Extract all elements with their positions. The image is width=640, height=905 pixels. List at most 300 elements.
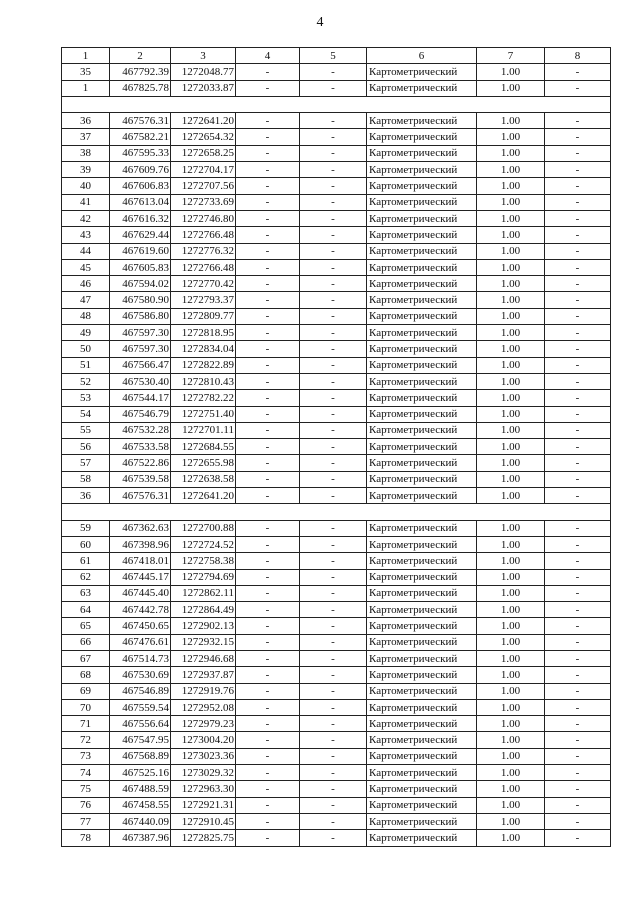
table-cell-col-6: Картометрический xyxy=(367,455,477,471)
table-cell-col-2: 467418.01 xyxy=(110,553,171,569)
table-row xyxy=(62,194,611,210)
table-row xyxy=(62,455,611,471)
table-cell-col-3: 1272766.48 xyxy=(171,259,236,275)
table-cell-col-1: 37 xyxy=(62,129,110,145)
table-cell-col-2: 467450.65 xyxy=(110,618,171,634)
table-cell-col-8: - xyxy=(545,308,611,324)
table-cell-col-1: 50 xyxy=(62,341,110,357)
table-cell-col-6: Картометрический xyxy=(367,64,477,80)
table-cell-col-8: - xyxy=(545,129,611,145)
column-header-2: 2 xyxy=(110,48,171,64)
table-cell-col-6: Картометрический xyxy=(367,390,477,406)
table-cell-col-3: 1272776.32 xyxy=(171,243,236,259)
table-cell-col-1: 60 xyxy=(62,536,110,552)
table-cell-col-5: - xyxy=(300,243,367,259)
table-cell-col-5: - xyxy=(300,471,367,487)
table-cell-col-7: 1.00 xyxy=(477,325,545,341)
table-cell-col-2: 467476.61 xyxy=(110,634,171,650)
table-cell-col-1: 75 xyxy=(62,781,110,797)
table-cell-col-5: - xyxy=(300,699,367,715)
table-cell-col-1: 54 xyxy=(62,406,110,422)
table-cell-col-6: Картометрический xyxy=(367,602,477,618)
table-cell-col-2: 467559.54 xyxy=(110,699,171,715)
table-cell-col-3: 1272902.13 xyxy=(171,618,236,634)
table-row xyxy=(62,406,611,422)
table-cell-col-5: - xyxy=(300,520,367,536)
table-cell-col-3: 1272793.37 xyxy=(171,292,236,308)
table-cell-col-6: Картометрический xyxy=(367,471,477,487)
separator-cell xyxy=(62,504,611,520)
table-cell-col-8: - xyxy=(545,292,611,308)
table-cell-col-3: 1272809.77 xyxy=(171,308,236,324)
table-row xyxy=(62,520,611,536)
table-row xyxy=(62,259,611,275)
table-cell-col-4: - xyxy=(236,455,300,471)
table-cell-col-4: - xyxy=(236,781,300,797)
table-cell-col-3: 1272048.77 xyxy=(171,64,236,80)
table-cell-col-7: 1.00 xyxy=(477,765,545,781)
table-row xyxy=(62,553,611,569)
table-cell-col-6: Картометрический xyxy=(367,683,477,699)
table-cell-col-1: 43 xyxy=(62,227,110,243)
table-cell-col-6: Картометрический xyxy=(367,650,477,666)
table-cell-col-7: 1.00 xyxy=(477,227,545,243)
table-cell-col-6: Картометрический xyxy=(367,439,477,455)
table-cell-col-7: 1.00 xyxy=(477,259,545,275)
table-cell-col-4: - xyxy=(236,178,300,194)
table-cell-col-3: 1272952.08 xyxy=(171,699,236,715)
table-row xyxy=(62,634,611,650)
table-cell-col-2: 467514.73 xyxy=(110,650,171,666)
table-cell-col-7: 1.00 xyxy=(477,830,545,846)
table-row xyxy=(62,667,611,683)
table-cell-col-7: 1.00 xyxy=(477,373,545,389)
table-cell-col-5: - xyxy=(300,585,367,601)
table-header xyxy=(62,48,611,64)
table-cell-col-3: 1272724.52 xyxy=(171,536,236,552)
table-cell-col-4: - xyxy=(236,618,300,634)
table-cell-col-7: 1.00 xyxy=(477,813,545,829)
table-cell-col-6: Картометрический xyxy=(367,748,477,764)
table-row xyxy=(62,64,611,80)
table-cell-col-2: 467387.96 xyxy=(110,830,171,846)
table-cell-col-4: - xyxy=(236,732,300,748)
table-cell-col-5: - xyxy=(300,765,367,781)
table-cell-col-3: 1272704.17 xyxy=(171,162,236,178)
table-row xyxy=(62,569,611,585)
table-row xyxy=(62,488,611,504)
column-header-3: 3 xyxy=(171,48,236,64)
table-cell-col-6: Картометрический xyxy=(367,667,477,683)
table-cell-col-2: 467613.04 xyxy=(110,194,171,210)
table-cell-col-5: - xyxy=(300,406,367,422)
table-cell-col-2: 467544.17 xyxy=(110,390,171,406)
table-cell-col-8: - xyxy=(545,585,611,601)
table-cell-col-6: Картометрический xyxy=(367,732,477,748)
table-cell-col-8: - xyxy=(545,813,611,829)
table-cell-col-7: 1.00 xyxy=(477,422,545,438)
table-cell-col-3: 1272921.31 xyxy=(171,797,236,813)
table-cell-col-7: 1.00 xyxy=(477,129,545,145)
table-cell-col-2: 467629.44 xyxy=(110,227,171,243)
table-cell-col-4: - xyxy=(236,765,300,781)
table-cell-col-2: 467362.63 xyxy=(110,520,171,536)
table-row xyxy=(62,210,611,226)
table-cell-col-7: 1.00 xyxy=(477,308,545,324)
table-cell-col-2: 467619.60 xyxy=(110,243,171,259)
table-cell-col-1: 71 xyxy=(62,716,110,732)
table-cell-col-4: - xyxy=(236,569,300,585)
table-cell-col-5: - xyxy=(300,341,367,357)
table-cell-col-1: 58 xyxy=(62,471,110,487)
table-cell-col-1: 68 xyxy=(62,667,110,683)
table-cell-col-2: 467546.89 xyxy=(110,683,171,699)
table-cell-col-3: 1272822.89 xyxy=(171,357,236,373)
table-cell-col-5: - xyxy=(300,797,367,813)
table-cell-col-3: 1272818.95 xyxy=(171,325,236,341)
table-cell-col-8: - xyxy=(545,602,611,618)
table-cell-col-1: 55 xyxy=(62,422,110,438)
table-cell-col-5: - xyxy=(300,178,367,194)
table-cell-col-8: - xyxy=(545,797,611,813)
table-cell-col-8: - xyxy=(545,553,611,569)
table-cell-col-4: - xyxy=(236,162,300,178)
table-row xyxy=(62,422,611,438)
table-cell-col-6: Картометрический xyxy=(367,569,477,585)
table-cell-col-1: 57 xyxy=(62,455,110,471)
table-cell-col-6: Картометрический xyxy=(367,699,477,715)
table-cell-col-2: 467442.78 xyxy=(110,602,171,618)
table-cell-col-1: 62 xyxy=(62,569,110,585)
table-cell-col-2: 467825.78 xyxy=(110,80,171,96)
table-cell-col-5: - xyxy=(300,259,367,275)
table-cell-col-4: - xyxy=(236,259,300,275)
table-cell-col-6: Картометрический xyxy=(367,488,477,504)
table-cell-col-5: - xyxy=(300,390,367,406)
table-cell-col-5: - xyxy=(300,227,367,243)
table-cell-col-8: - xyxy=(545,455,611,471)
table-cell-col-1: 63 xyxy=(62,585,110,601)
table-cell-col-3: 1272794.69 xyxy=(171,569,236,585)
table-cell-col-6: Картометрический xyxy=(367,634,477,650)
table-cell-col-5: - xyxy=(300,210,367,226)
table-cell-col-5: - xyxy=(300,308,367,324)
table-cell-col-2: 467547.95 xyxy=(110,732,171,748)
table-row xyxy=(62,748,611,764)
table-cell-col-4: - xyxy=(236,797,300,813)
table-cell-col-7: 1.00 xyxy=(477,602,545,618)
table-cell-col-3: 1272810.43 xyxy=(171,373,236,389)
table-cell-col-6: Картометрический xyxy=(367,520,477,536)
table-cell-col-2: 467488.59 xyxy=(110,781,171,797)
table-cell-col-2: 467586.80 xyxy=(110,308,171,324)
table-cell-col-8: - xyxy=(545,162,611,178)
table-cell-col-8: - xyxy=(545,699,611,715)
table-cell-col-5: - xyxy=(300,113,367,129)
table-cell-col-5: - xyxy=(300,667,367,683)
table-cell-col-8: - xyxy=(545,422,611,438)
table-cell-col-3: 1272701.11 xyxy=(171,422,236,438)
table-cell-col-7: 1.00 xyxy=(477,292,545,308)
table-cell-col-1: 74 xyxy=(62,765,110,781)
table-row xyxy=(62,602,611,618)
table-cell-col-8: - xyxy=(545,488,611,504)
table-cell-col-5: - xyxy=(300,422,367,438)
table-cell-col-3: 1272963.30 xyxy=(171,781,236,797)
table-cell-col-3: 1272655.98 xyxy=(171,455,236,471)
table-cell-col-7: 1.00 xyxy=(477,716,545,732)
table-cell-col-8: - xyxy=(545,259,611,275)
table-cell-col-6: Картометрический xyxy=(367,373,477,389)
table-cell-col-4: - xyxy=(236,129,300,145)
table-cell-col-2: 467566.47 xyxy=(110,357,171,373)
table-cell-col-4: - xyxy=(236,308,300,324)
table-cell-col-1: 78 xyxy=(62,830,110,846)
table-cell-col-8: - xyxy=(545,227,611,243)
table-cell-col-8: - xyxy=(545,325,611,341)
table-cell-col-5: - xyxy=(300,194,367,210)
table-cell-col-1: 35 xyxy=(62,64,110,80)
table-row xyxy=(62,585,611,601)
table-cell-col-4: - xyxy=(236,699,300,715)
table-cell-col-6: Картометрический xyxy=(367,129,477,145)
table-cell-col-7: 1.00 xyxy=(477,64,545,80)
table-cell-col-3: 1272641.20 xyxy=(171,488,236,504)
table-cell-col-6: Картометрический xyxy=(367,178,477,194)
table-cell-col-3: 1272946.68 xyxy=(171,650,236,666)
table-cell-col-1: 69 xyxy=(62,683,110,699)
table-cell-col-4: - xyxy=(236,357,300,373)
table-cell-col-6: Картометрический xyxy=(367,292,477,308)
table-cell-col-3: 1272758.38 xyxy=(171,553,236,569)
table-cell-col-4: - xyxy=(236,650,300,666)
table-cell-col-2: 467792.39 xyxy=(110,64,171,80)
table-cell-col-4: - xyxy=(236,341,300,357)
table-cell-col-3: 1272707.56 xyxy=(171,178,236,194)
table-cell-col-3: 1272700.88 xyxy=(171,520,236,536)
table-cell-col-2: 467539.58 xyxy=(110,471,171,487)
table-cell-col-4: - xyxy=(236,716,300,732)
table-cell-col-6: Картометрический xyxy=(367,422,477,438)
table-cell-col-7: 1.00 xyxy=(477,650,545,666)
table-cell-col-2: 467576.31 xyxy=(110,113,171,129)
table-row xyxy=(62,292,611,308)
table-cell-col-5: - xyxy=(300,162,367,178)
table-cell-col-2: 467440.09 xyxy=(110,813,171,829)
table-cell-col-1: 36 xyxy=(62,488,110,504)
table-cell-col-5: - xyxy=(300,553,367,569)
table-cell-col-1: 44 xyxy=(62,243,110,259)
table-cell-col-5: - xyxy=(300,650,367,666)
table-cell-col-8: - xyxy=(545,716,611,732)
table-body xyxy=(62,64,611,846)
table-cell-col-2: 467525.16 xyxy=(110,765,171,781)
table-cell-col-4: - xyxy=(236,373,300,389)
table-cell-col-8: - xyxy=(545,667,611,683)
table-cell-col-2: 467597.30 xyxy=(110,341,171,357)
table-cell-col-1: 56 xyxy=(62,439,110,455)
table-cell-col-7: 1.00 xyxy=(477,536,545,552)
table-cell-col-1: 76 xyxy=(62,797,110,813)
table-cell-col-5: - xyxy=(300,634,367,650)
table-cell-col-4: - xyxy=(236,406,300,422)
table-cell-col-6: Картометрический xyxy=(367,210,477,226)
table-cell-col-8: - xyxy=(545,276,611,292)
table-cell-col-6: Картометрический xyxy=(367,194,477,210)
table-cell-col-6: Картометрический xyxy=(367,716,477,732)
table-cell-col-1: 36 xyxy=(62,113,110,129)
table-cell-col-8: - xyxy=(545,64,611,80)
table-cell-col-7: 1.00 xyxy=(477,162,545,178)
table-cell-col-2: 467445.40 xyxy=(110,585,171,601)
table-cell-col-1: 73 xyxy=(62,748,110,764)
table-cell-col-7: 1.00 xyxy=(477,357,545,373)
table-cell-col-6: Картометрический xyxy=(367,145,477,161)
table-cell-col-3: 1272733.69 xyxy=(171,194,236,210)
table-cell-col-3: 1272979.23 xyxy=(171,716,236,732)
table-row xyxy=(62,178,611,194)
table-cell-col-8: - xyxy=(545,650,611,666)
separator-cell xyxy=(62,96,611,112)
table-cell-col-6: Картометрический xyxy=(367,797,477,813)
table-cell-col-6: Картометрический xyxy=(367,113,477,129)
table-cell-col-2: 467605.83 xyxy=(110,259,171,275)
table-cell-col-2: 467609.76 xyxy=(110,162,171,178)
table-cell-col-1: 48 xyxy=(62,308,110,324)
table-cell-col-7: 1.00 xyxy=(477,488,545,504)
table-cell-col-6: Картометрический xyxy=(367,357,477,373)
column-header-7: 7 xyxy=(477,48,545,64)
table-cell-col-5: - xyxy=(300,80,367,96)
table-cell-col-2: 467398.96 xyxy=(110,536,171,552)
table-cell-col-8: - xyxy=(545,618,611,634)
table-cell-col-6: Картометрический xyxy=(367,259,477,275)
table-cell-col-5: - xyxy=(300,325,367,341)
table-cell-col-6: Картометрический xyxy=(367,308,477,324)
table-cell-col-5: - xyxy=(300,618,367,634)
table-row xyxy=(62,732,611,748)
table-cell-col-2: 467546.79 xyxy=(110,406,171,422)
table-cell-col-6: Картометрический xyxy=(367,765,477,781)
table-cell-col-8: - xyxy=(545,145,611,161)
table-row xyxy=(62,373,611,389)
table-cell-col-8: - xyxy=(545,243,611,259)
table-cell-col-7: 1.00 xyxy=(477,145,545,161)
table-cell-col-4: - xyxy=(236,227,300,243)
table-cell-col-3: 1272919.76 xyxy=(171,683,236,699)
table-cell-col-7: 1.00 xyxy=(477,797,545,813)
table-row xyxy=(62,716,611,732)
table-row xyxy=(62,129,611,145)
table-cell-col-4: - xyxy=(236,683,300,699)
table-cell-col-3: 1272937.87 xyxy=(171,667,236,683)
table-row xyxy=(62,830,611,846)
table-cell-col-5: - xyxy=(300,439,367,455)
table-cell-col-8: - xyxy=(545,634,611,650)
table-row xyxy=(62,357,611,373)
table-cell-col-7: 1.00 xyxy=(477,781,545,797)
section-separator-row xyxy=(62,504,611,520)
table-cell-col-4: - xyxy=(236,488,300,504)
table-cell-col-6: Картометрический xyxy=(367,585,477,601)
table-cell-col-5: - xyxy=(300,569,367,585)
table-cell-col-2: 467445.17 xyxy=(110,569,171,585)
table-cell-col-3: 1272825.75 xyxy=(171,830,236,846)
table-row xyxy=(62,162,611,178)
table-cell-col-5: - xyxy=(300,357,367,373)
table-cell-col-3: 1273029.32 xyxy=(171,765,236,781)
table-cell-col-8: - xyxy=(545,569,611,585)
table-cell-col-8: - xyxy=(545,471,611,487)
table-cell-col-6: Картометрический xyxy=(367,325,477,341)
table-cell-col-8: - xyxy=(545,341,611,357)
column-header-6: 6 xyxy=(367,48,477,64)
table-cell-col-3: 1272932.15 xyxy=(171,634,236,650)
table-cell-col-6: Картометрический xyxy=(367,813,477,829)
table-cell-col-1: 1 xyxy=(62,80,110,96)
table-cell-col-4: - xyxy=(236,422,300,438)
table-cell-col-4: - xyxy=(236,64,300,80)
table-cell-col-2: 467580.90 xyxy=(110,292,171,308)
table-cell-col-7: 1.00 xyxy=(477,520,545,536)
table-cell-col-8: - xyxy=(545,536,611,552)
table-row xyxy=(62,341,611,357)
table-cell-col-5: - xyxy=(300,732,367,748)
table-row xyxy=(62,113,611,129)
table-cell-col-8: - xyxy=(545,439,611,455)
table-cell-col-8: - xyxy=(545,194,611,210)
table-cell-col-5: - xyxy=(300,292,367,308)
table-cell-col-2: 467530.69 xyxy=(110,667,171,683)
table-row xyxy=(62,390,611,406)
table-cell-col-3: 1272638.58 xyxy=(171,471,236,487)
table-cell-col-2: 467606.83 xyxy=(110,178,171,194)
table-row xyxy=(62,227,611,243)
table-cell-col-7: 1.00 xyxy=(477,732,545,748)
table-cell-col-2: 467568.89 xyxy=(110,748,171,764)
table-cell-col-1: 38 xyxy=(62,145,110,161)
table-cell-col-6: Картометрический xyxy=(367,781,477,797)
table-cell-col-1: 51 xyxy=(62,357,110,373)
table-cell-col-7: 1.00 xyxy=(477,406,545,422)
section-separator-row xyxy=(62,96,611,112)
table-cell-col-5: - xyxy=(300,830,367,846)
table-cell-col-1: 65 xyxy=(62,618,110,634)
table-cell-col-7: 1.00 xyxy=(477,471,545,487)
table-cell-col-4: - xyxy=(236,113,300,129)
table-cell-col-4: - xyxy=(236,830,300,846)
table-cell-col-1: 42 xyxy=(62,210,110,226)
table-cell-col-4: - xyxy=(236,748,300,764)
table-cell-col-4: - xyxy=(236,553,300,569)
column-header-1: 1 xyxy=(62,48,110,64)
table-cell-col-6: Картометрический xyxy=(367,227,477,243)
table-cell-col-4: - xyxy=(236,276,300,292)
table-cell-col-1: 47 xyxy=(62,292,110,308)
table-row xyxy=(62,276,611,292)
table-row xyxy=(62,683,611,699)
table-row xyxy=(62,471,611,487)
table-cell-col-1: 77 xyxy=(62,813,110,829)
table-cell-col-5: - xyxy=(300,145,367,161)
table-cell-col-4: - xyxy=(236,536,300,552)
table-cell-col-2: 467530.40 xyxy=(110,373,171,389)
table-cell-col-1: 52 xyxy=(62,373,110,389)
table-cell-col-8: - xyxy=(545,373,611,389)
table-cell-col-2: 467532.28 xyxy=(110,422,171,438)
table-row xyxy=(62,781,611,797)
table-row xyxy=(62,650,611,666)
